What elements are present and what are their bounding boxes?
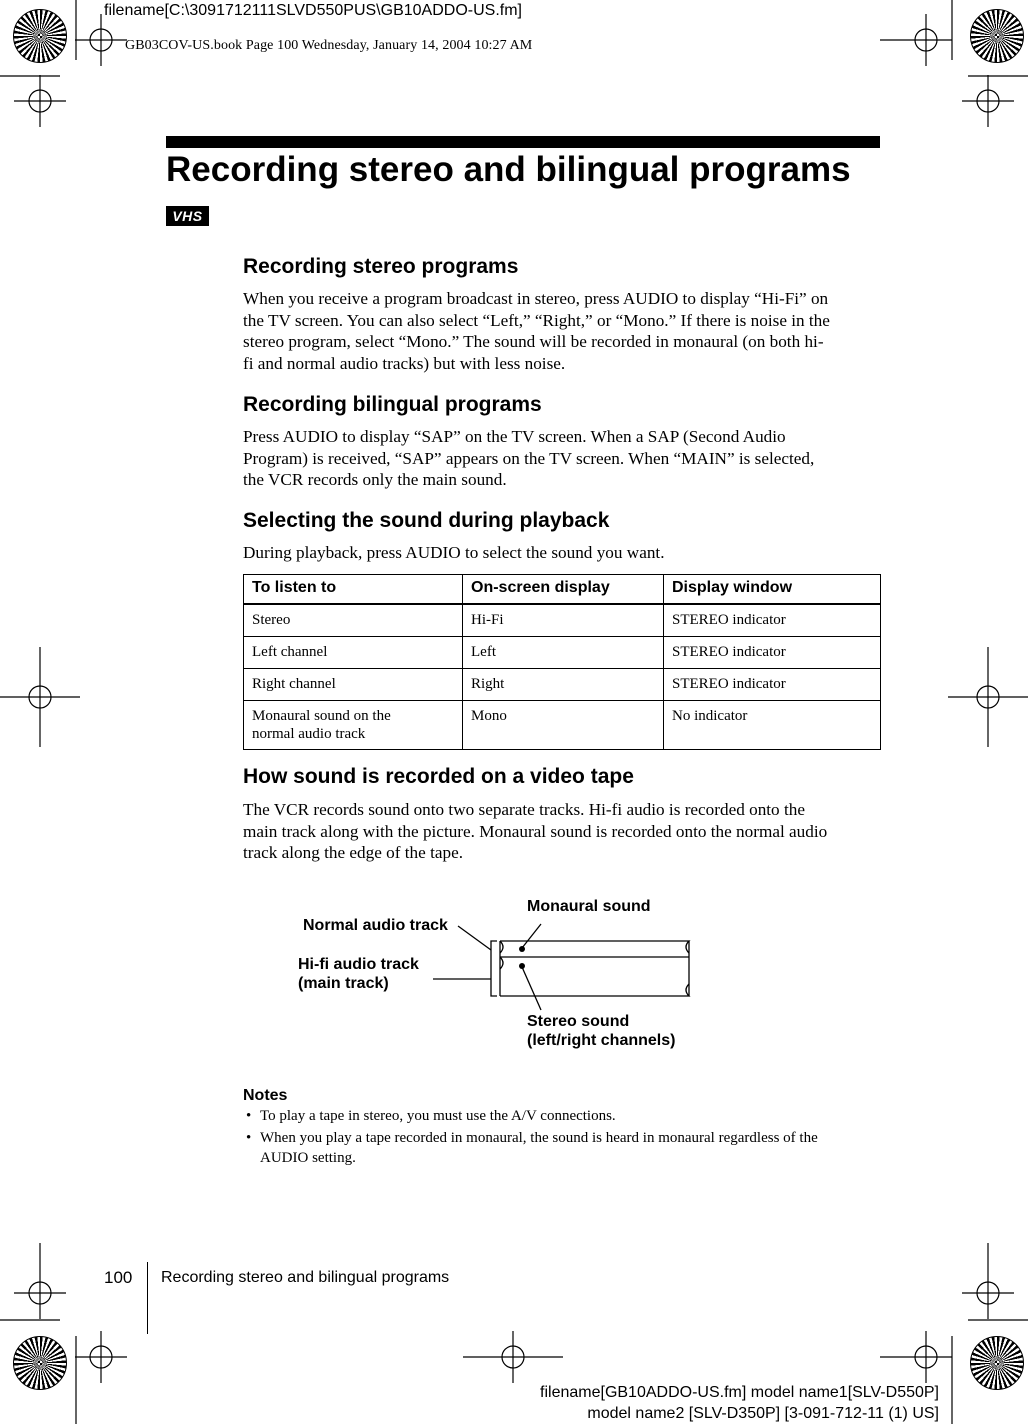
track-bracket — [491, 941, 497, 996]
bullet-icon: • — [246, 1130, 252, 1146]
table-cell: Right — [463, 669, 664, 701]
label-stereo-sound: Stereo sound — [527, 1013, 630, 1030]
paragraph-line: Press AUDIO to display “SAP” on the TV screen. When a SAP (Second Audio — [243, 427, 786, 446]
note-item — [246, 1128, 886, 1168]
table-cell: Left — [463, 637, 664, 669]
table-header: To listen to — [244, 575, 463, 605]
page-number: 100 — [104, 1268, 133, 1287]
paragraph-line: stereo program, select “Mono.” The sound will be recorded in monaural (on both hi- — [243, 332, 824, 352]
heading-selecting-sound: Selecting the sound during playback — [243, 509, 610, 532]
vhs-badge: VHS — [166, 206, 209, 226]
page-title: Recording stereo and bilingual programs — [166, 150, 851, 189]
table-cell: STEREO indicator — [664, 669, 881, 701]
footer-section-title: Recording stereo and bilingual programs — [161, 1269, 450, 1286]
note-text-continued: AUDIO setting. — [260, 1150, 356, 1166]
label-main-track: (main track) — [298, 975, 389, 992]
stereo-dot — [519, 963, 525, 969]
bullet-icon: • — [246, 1108, 252, 1124]
paragraph-line: During playback, press AUDIO to select the sound you want. — [243, 543, 665, 562]
table-cell: Hi-Fi — [463, 604, 664, 637]
label-normal-audio-track: Normal audio track — [303, 917, 448, 934]
table-cell: Right channel — [244, 669, 463, 701]
filename-top: filename[C:\3091712111SLVD550PUS\GB10ADDO-US.fm] — [104, 2, 522, 19]
notes-heading: Notes — [243, 1087, 288, 1104]
table-cell: Mono — [463, 701, 664, 750]
footer-divider — [147, 1262, 148, 1334]
heading-recording-stereo: Recording stereo programs — [243, 255, 519, 278]
table-cell: STEREO indicator — [664, 604, 881, 637]
heading-how-sound-recorded: How sound is recorded on a video tape — [243, 765, 634, 788]
heading-recording-bilingual: Recording bilingual programs — [243, 393, 542, 416]
note-text: To play a tape in stereo, you must use the A/V connections. — [260, 1108, 616, 1124]
paragraph-line: the VCR records only the main sound. — [243, 470, 507, 490]
paragraph-line: the TV screen. You can also select “Left,” “Right,” or “Mono.” If there is noise in the — [243, 310, 830, 330]
label-monaural-sound: Monaural sound — [527, 898, 651, 915]
table-header: On-screen display — [463, 575, 664, 605]
tape-outline — [500, 941, 689, 996]
table-cell: No indicator — [664, 701, 881, 750]
paragraph-line: track along the edge of the tape. — [243, 843, 463, 863]
paragraph-line: When you receive a program broadcast in stereo, press AUDIO to display “Hi-Fi” on — [243, 289, 829, 308]
label-left-right-channels: (left/right channels) — [527, 1032, 676, 1049]
paragraph-line: Program) is received, “SAP” appears on the TV screen. When “MAIN” is selected, — [243, 448, 815, 468]
table-header: Display window — [664, 575, 881, 605]
paragraph-line: The VCR records sound onto two separate tracks. Hi-fi audio is recorded onto the — [243, 800, 805, 819]
table-cell: Stereo — [244, 604, 463, 637]
label-hifi-audio-track: Hi-fi audio track — [298, 956, 419, 973]
book-info: GB03COV-US.book Page 100 Wednesday, January 14, 2004 10:27 AM — [125, 38, 533, 53]
filename-bottom-line-2: model name2 [SLV-D350P] [3-091-712-11 (1) US] — [587, 1405, 939, 1422]
monaural-dot — [519, 946, 525, 952]
filename-bottom-line-1: filename[GB10ADDO-US.fm] model name1[SLV-D550P] — [540, 1384, 939, 1401]
note-text: When you play a tape recorded in monaural, the sound is heard in monaural regardless of the — [260, 1130, 818, 1146]
paragraph-line: fi and normal audio tracks) but with less noise. — [243, 353, 566, 373]
table-cell-line: Monaural sound on the — [252, 708, 391, 724]
table-cell-line: normal audio track — [252, 726, 366, 742]
paragraph-line: main track along with the picture. Monaural sound is recorded onto the normal audio — [243, 821, 828, 841]
note-item — [246, 1106, 886, 1126]
table-cell: STEREO indicator — [664, 637, 881, 669]
table-cell: Left channel — [244, 637, 463, 669]
